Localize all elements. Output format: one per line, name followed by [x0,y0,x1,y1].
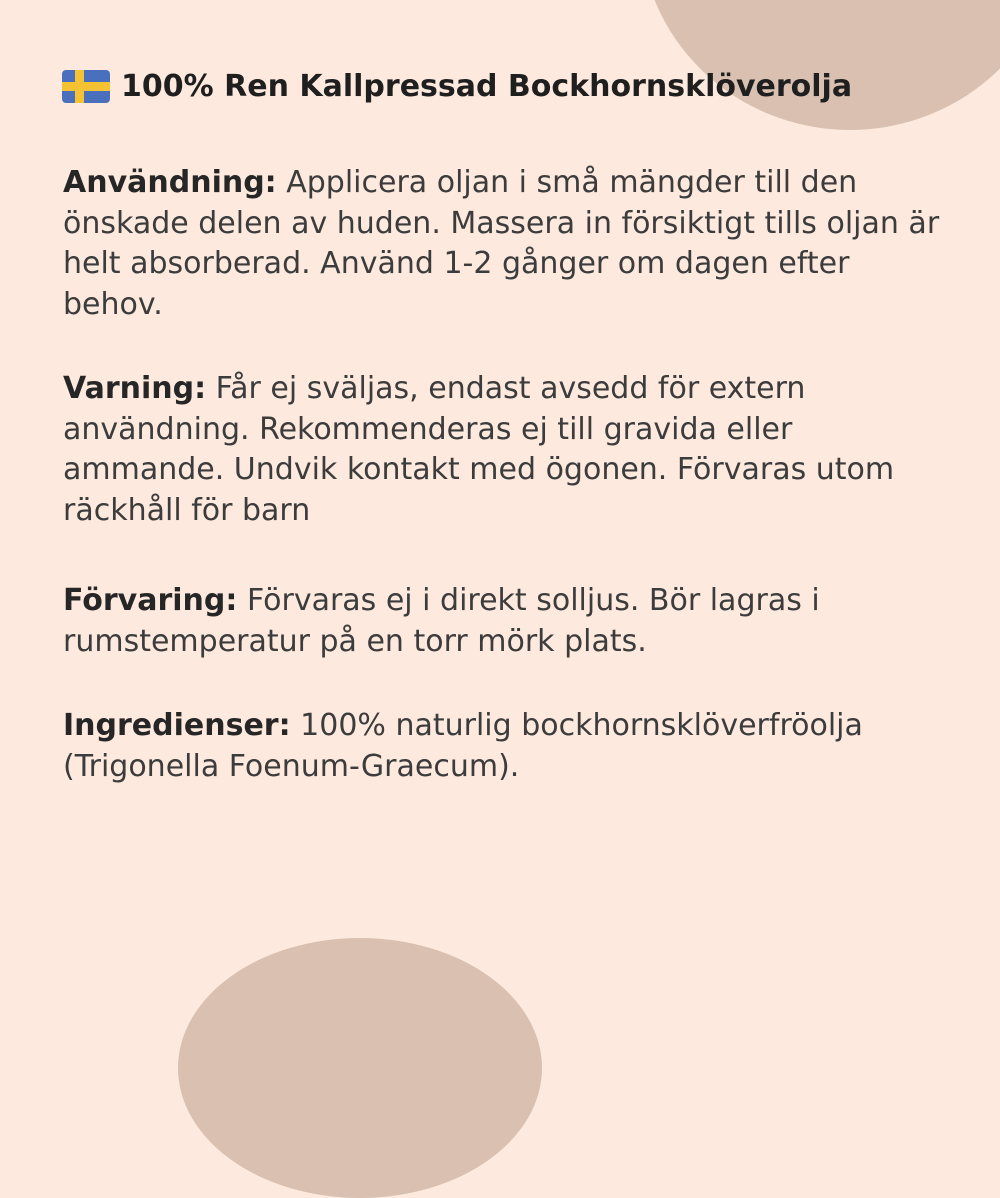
ingredients-text: 100% naturlig bockhornsklöverfröolja (Trigonella Foenum-Graecum). [63,708,863,784]
decorative-blob-bottom [178,938,542,1198]
header [62,66,852,106]
usage-section [63,163,943,325]
usage-text: Applicera oljan i små mängder till den önskade delen av huden. Massera in försiktigt tills oljan är helt absorberad. Använd 1-2 gånger om dagen efter behov. [63,165,940,322]
warning-text: Får ej sväljas, endast avsedd för extern användning. Rekommenderas ej till gravida eller ammande. Undvik kontakt med ögonen. Förvaras utom räckhåll för barn [63,371,895,528]
storage-label: Förvaring: [63,583,238,618]
storage-text: Förvaras ej i direkt solljus. Bör lagras i rumstemperatur på en torr mörk plats. [63,583,820,659]
warning-section [63,369,943,531]
ingredients-label: Ingredienser: [63,708,291,743]
warning-label: Varning: [63,371,207,406]
sweden-flag-icon [62,70,110,103]
storage-section [63,581,943,662]
page-title: 100% Ren Kallpressad Bockhornsklöverolja [121,68,853,104]
decorative-blob-top [640,0,1000,130]
ingredients-section [63,706,943,787]
usage-label: Användning: [63,165,277,200]
